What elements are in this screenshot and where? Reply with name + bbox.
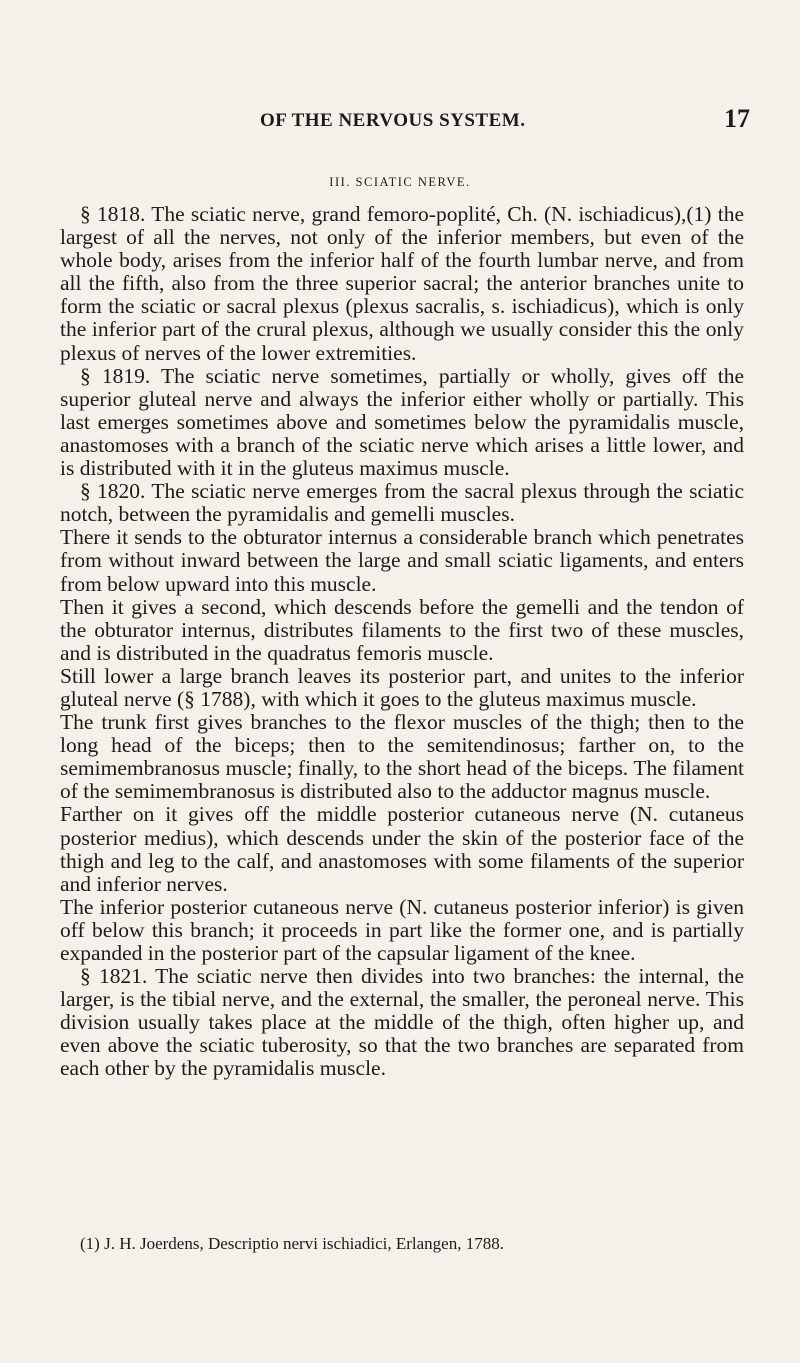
body-text [60, 203, 744, 1081]
section-heading: III. SCIATIC NERVE. [329, 175, 471, 189]
running-head-title: OF THE NERVOUS SYSTEM. [260, 110, 526, 131]
paragraph-posterior-branch: Still lower a large branch leaves its posterior part, and unites to the inferior gluteal nerve (§ 1788), with which it goes to the gluteus maximus muscle. [60, 663, 744, 711]
page-number: 17 [724, 104, 750, 133]
paragraph-1820: § 1820. The sciatic nerve emerges from the sacral plexus through the sciatic notch, between the pyramidalis and gemelli muscles. [60, 479, 744, 527]
paragraph-1818: § 1818. The sciatic nerve, grand femoro-poplité, Ch. (N. ischiadicus),(1) the largest of all the nerves, not only of the inferior members, but even of the whole body, arises from the inferior half of the fourth lumbar nerve, and from all the fifth, also from the three superior sacral; the anterior branches unite to form the sciatic or sacral plexus (plexus sacralis, s. ischiadicus), which is only the inferior part of the crural plexus, although we usually consider this the only plexus of nerves of the lower extremities. [60, 202, 744, 365]
paragraph-1821: § 1821. The sciatic nerve then divides into two branches: the internal, the larger, is the tibial nerve, and the external, the smaller, the peroneal nerve. This division usually takes place at the middle of the thigh, often higher up, and even above the sciatic tuberosity, so that the two branches are separated from each other by the pyramidalis muscle. [60, 964, 744, 1081]
paragraph-second-branch: Then it gives a second, which descends before the gemelli and the tendon of the obturator internus, distributes filaments to the first two of these muscles, and is distributed in the quadratus femoris muscle. [60, 594, 744, 665]
paragraph-inferior-cutaneous: The inferior posterior cutaneous nerve (N. cutaneus posterior inferior) is given off below this branch; it proceeds in part like the former one, and is partially expanded in the posterior part of the capsular ligament of the knee. [60, 894, 744, 965]
paragraph-trunk-branches: The trunk first gives branches to the flexor muscles of the thigh; then to the long head of the biceps; then to the semitendinosus; farther on, to the semimembranosus muscle; finally, to the short head of the biceps. The filament of the semimembranosus is distributed also to the adductor magnus muscle. [60, 710, 744, 804]
footnote: (1) J. H. Joerdens, Descriptio nervi ischiadici, Erlangen, 1788. [80, 1234, 504, 1253]
paragraph-middle-cutaneous: Farther on it gives off the middle posterior cutaneous nerve (N. cutaneus posterior medius), which descends under the skin of the posterior face of the thigh and leg to the calf, and anastomoses with some filaments of the superior and inferior nerves. [60, 802, 744, 896]
paragraph-obturator-branch: There it sends to the obturator internus a considerable branch which penetrates from without inward between the large and small sciatic ligaments, and enters from below upward into this muscle. [60, 525, 744, 596]
running-head [60, 104, 750, 134]
paragraph-1819: § 1819. The sciatic nerve sometimes, partially or wholly, gives off the superior gluteal nerve and always the inferior either wholly or partially. This last emerges sometimes above and sometimes below the pyramidalis muscle, anastomoses with a branch of the sciatic nerve which arises a little lower, and is distributed with it in the gluteus maximus muscle. [60, 363, 744, 481]
